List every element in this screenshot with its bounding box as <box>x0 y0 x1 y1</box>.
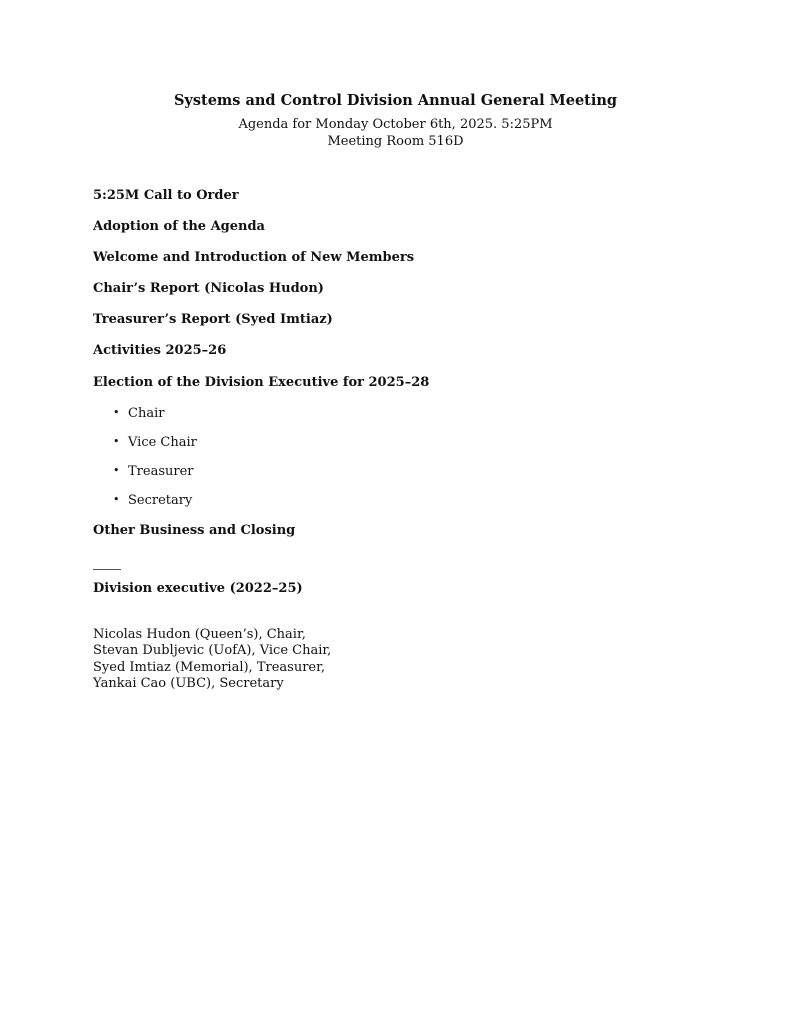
agenda-item-election: Election of the Division Executive for 2025–28 <box>93 374 430 390</box>
agenda-item-welcome: Welcome and Introduction of New Members <box>93 250 415 266</box>
agenda-item-adoption: Adoption of the Agenda <box>93 219 265 235</box>
section-divider <box>93 569 121 570</box>
position-label: Secretary <box>128 493 193 509</box>
bullet-icon: • <box>113 493 120 507</box>
executive-members-list <box>93 627 331 692</box>
position-label: Treasurer <box>128 464 194 480</box>
election-positions-list <box>93 406 713 509</box>
agenda-item-treasurers-report: Treasurer’s Report (Syed Imtiaz) <box>93 312 333 328</box>
list-item <box>93 435 713 451</box>
agenda-list <box>93 188 713 554</box>
agenda-item-closing: Other Business and Closing <box>93 522 296 538</box>
position-label: Vice Chair <box>128 435 197 451</box>
bullet-icon: • <box>113 464 120 478</box>
executive-member: Yankai Cao (UBC), Secretary <box>93 675 284 691</box>
executive-member: Stevan Dubljevic (UofA), Vice Chair, <box>93 643 332 659</box>
list-item <box>93 406 713 422</box>
list-item <box>93 493 713 509</box>
list-item <box>93 464 713 480</box>
executive-heading: Division executive (2022–25) <box>93 581 303 596</box>
agenda-item-call-to-order: 5:25M Call to Order <box>93 188 239 203</box>
meeting-room-line: Meeting Room 516D <box>327 133 464 149</box>
agenda-item-activities: Activities 2025–26 <box>93 343 227 359</box>
agenda-item-chairs-report: Chair’s Report (Nicolas Hudon) <box>93 281 324 297</box>
election-section <box>93 375 713 509</box>
position-label: Chair <box>128 406 165 422</box>
agenda-date-line: Agenda for Monday October 6th, 2025. 5:25PM <box>238 117 553 133</box>
document-header <box>0 92 791 150</box>
executive-member: Syed Imtiaz (Memorial), Treasurer, <box>93 659 326 675</box>
meeting-title: Systems and Control Division Annual General Meeting <box>173 92 618 109</box>
bullet-icon: • <box>113 435 120 449</box>
bullet-icon: • <box>113 406 120 420</box>
executive-member: Nicolas Hudon (Queen’s), Chair, <box>93 627 306 642</box>
